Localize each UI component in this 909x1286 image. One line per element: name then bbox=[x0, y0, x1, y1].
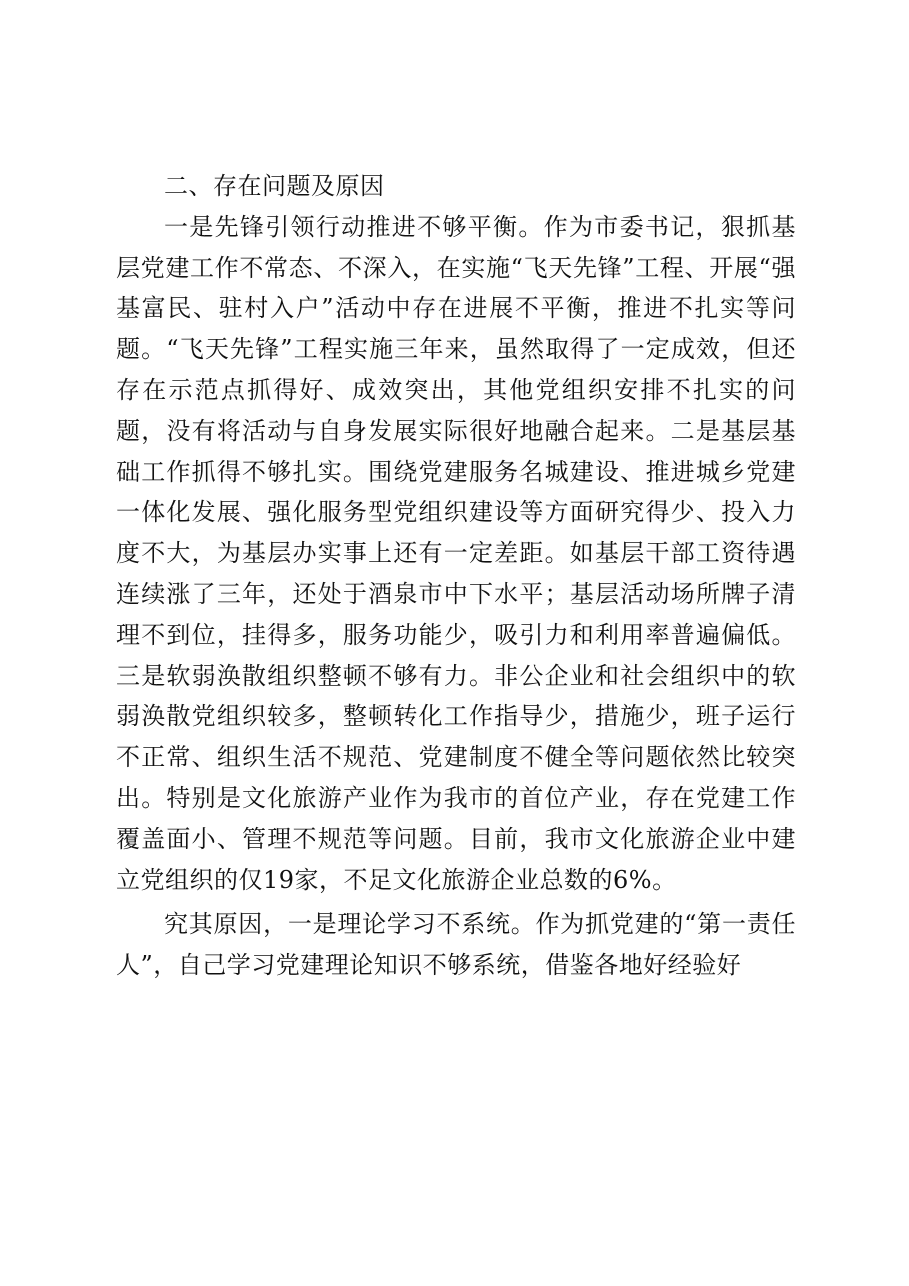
paragraph-problems: 一是先锋引领行动推进不够平衡。作为市委书记，狠抓基层党建工作不常态、不深入，在实施“飞天先锋”工程、开展“强基富民、驻村入户”活动中存在进展不平衡，推进不扎实等问题。“飞天先锋”工程实施三年来，虽然取得了一定成效，但还存在示范点抓得好、成效突出，其他党组织安排不扎实的问题，没有将活动与自身发展实际很好地融合起来。二是基层基础工作抓得不够扎实。围绕党建服务名城建设、推进城乡党建一体化发展、强化服务型党组织建设等方面研究得少、投入力度不大，为基层办实事上还有一定差距。如基层干部工资待遇连续涨了三年，还处于酒泉市中下水平；基层活动场所牌子清理不到位，挂得多，服务功能少，吸引力和利用率普遍偏低。三是软弱涣散组织整顿不够有力。非公企业和社会组织中的软弱涣散党组织较多，整顿转化工作指导少，措施少，班子运行不正常、组织生活不规范、党建制度不健全等问题依然比较突出。特别是文化旅游产业作为我市的首位产业，存在党建工作覆盖面小、管理不规范等问题。目前，我市文化旅游企业中建立党组织的仅19家，不足文化旅游企业总数的6%。 bbox=[116, 212, 796, 894]
document-body bbox=[116, 166, 796, 986]
section-heading: 二、存在问题及原因 bbox=[164, 172, 385, 200]
paragraph-causes: 究其原因，一是理论学习不系统。作为抓党建的“第一责任人”，自己学习党建理论知识不够系统，借鉴各地好经验好 bbox=[116, 910, 796, 980]
